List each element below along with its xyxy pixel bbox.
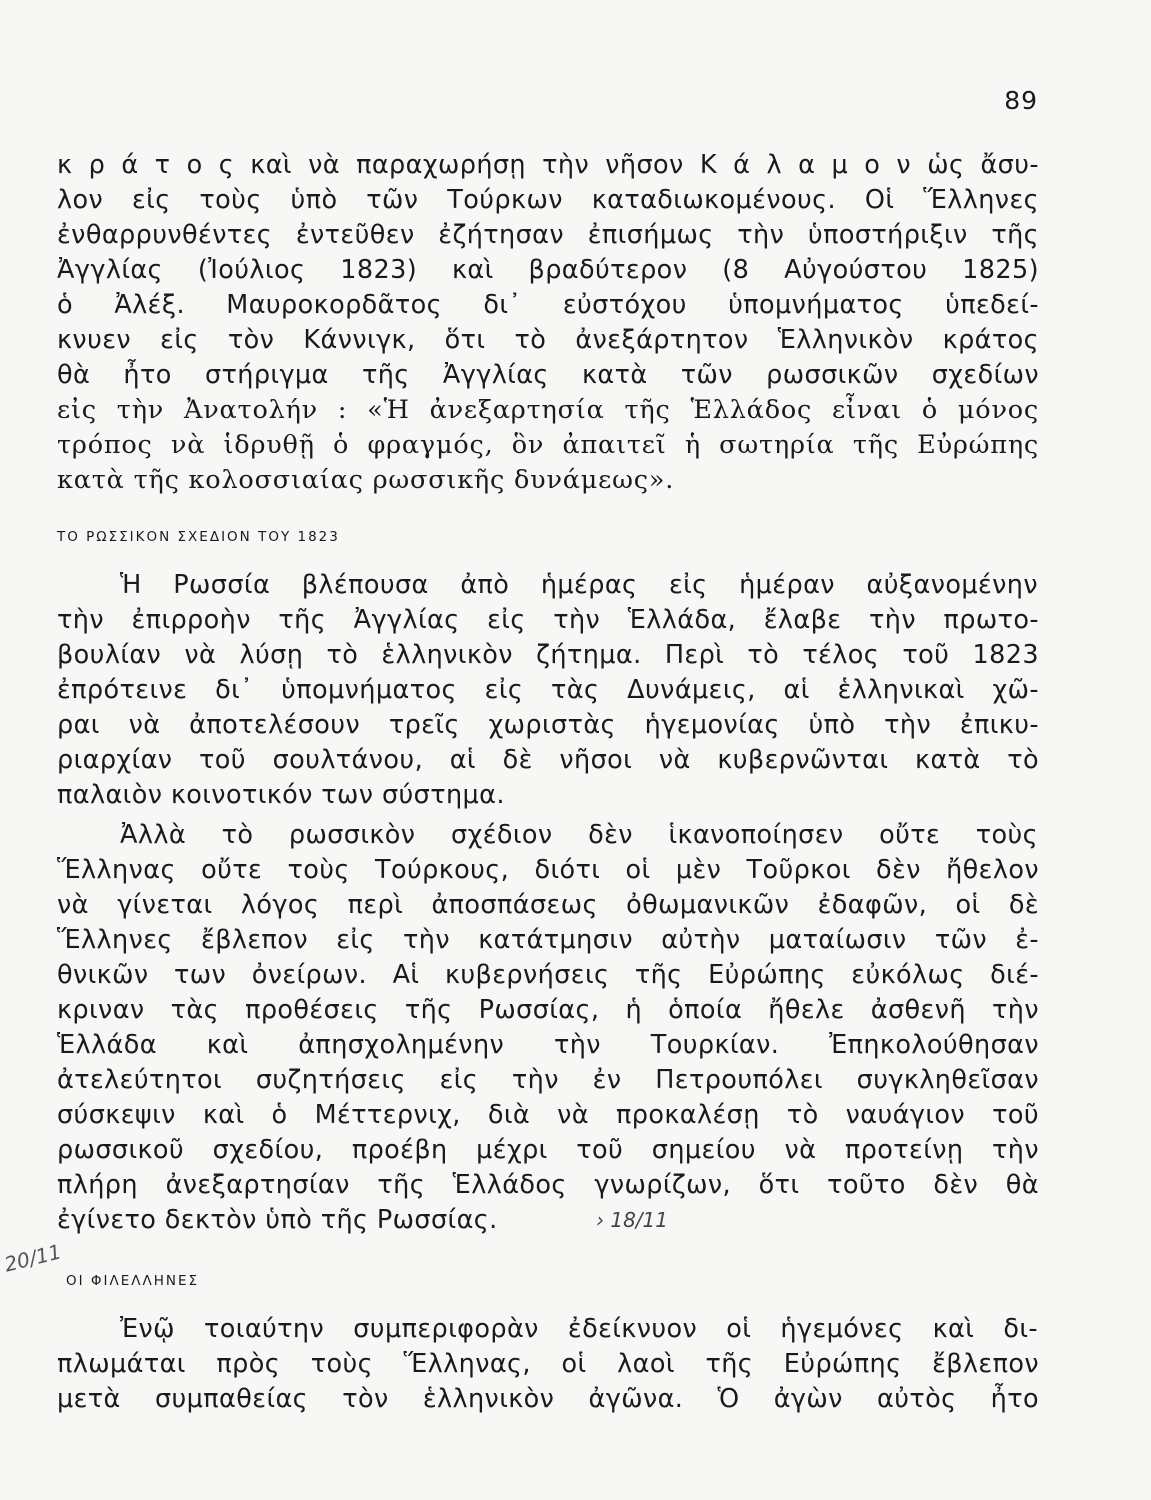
- text-line: Ἡ Ρωσσία βλέπουσα ἀπὸ ἡμέρας εἰς ἡμέραν αὐξανομένην: [120, 570, 1038, 600]
- text-line: νὰ γίνεται λόγος περὶ ἀποσπάσεως ὀθωμανικῶν ἐδαφῶν, οἱ δὲ: [57, 890, 1039, 920]
- text-line: κατὰ τῆς κολοσσιαίας ρωσσικῆς δυνάμεως».: [57, 465, 675, 495]
- section-heading: ΟΙ ΦΙΛΕΛΛΗΝΕΣ: [66, 1273, 200, 1289]
- text-line: Ἑλλάδα καὶ ἀπησχολημένην τὴν Τουρκίαν. Ἐπηκολούθησαν: [57, 1030, 1039, 1060]
- margin-annotation: 20/11: [1, 1239, 64, 1277]
- text-line: θνικῶν των ὀνείρων. Αἱ κυβερνήσεις τῆς Εὐρώπης εὐκόλως διέ-: [57, 960, 1039, 990]
- text-line: λον εἰς τοὺς ὑπὸ τῶν Τούρκων καταδιωκομένους. Οἱ Ἕλληνες: [57, 185, 1039, 215]
- text-line: Ἕλληνες ἔβλεπον εἰς τὴν κατάτμησιν αὐτὴν ματαίωσιν τῶν ἐ-: [57, 925, 1039, 955]
- text-line: ἐγίνετο δεκτὸν ὑπὸ τῆς Ρωσσίας.: [57, 1205, 498, 1235]
- text-line: πλωμάται πρὸς τοὺς Ἕλληνας, οἱ λαοὶ τῆς Εὐρώπης ἔβλεπον: [57, 1349, 1039, 1379]
- text-line: παλαιὸν κοινοτικόν των σύστημα.: [57, 780, 505, 810]
- text-line: ραι νὰ ἀποτελέσουν τρεῖς χωριστὰς ἡγεμονίας ὑπὸ τὴν ἐπικυ-: [57, 710, 1039, 740]
- text-line: μετὰ συμπαθείας τὸν ἑλληνικὸν ἀγῶνα. Ὁ ἀγὼν αὐτὸς ἦτο: [57, 1384, 1039, 1414]
- text-line: εἰς τὴν Ἀνατολήν : «Ἡ ἀνεξαρτησία τῆς Ἑλλάδος εἶναι ὁ μόνος: [57, 395, 1039, 425]
- page-number: 89: [1004, 86, 1038, 115]
- text-line: Ἐνῷ τοιαύτην συμπεριφορὰν ἐδείκνυον οἱ ἡγεμόνες καὶ δι-: [120, 1314, 1038, 1344]
- text-line: σύσκεψιν καὶ ὁ Μέττερνιχ, διὰ νὰ προκαλέσῃ τὸ ναυάγιον τοῦ: [57, 1100, 1039, 1130]
- text-line: κ ρ ά τ ο ς καὶ νὰ παραχωρήσῃ τὴν νῆσον Κ ά λ α μ ο ν ὡς ἄσυ-: [57, 150, 1039, 180]
- text-line: τὴν ἐπιρροὴν τῆς Ἀγγλίας εἰς τὴν Ἑλλάδα, ἔλαβε τὴν πρωτο-: [57, 605, 1039, 635]
- text-line: ἀτελεύτητοι συζητήσεις εἰς τὴν ἐν Πετρουπόλει συγκληθεῖσαν: [57, 1065, 1039, 1095]
- text-line: Ἀλλὰ τὸ ρωσσικὸν σχέδιον δὲν ἱκανοποίησεν οὔτε τοὺς: [120, 820, 1038, 850]
- text-line: βουλίαν νὰ λύσῃ τὸ ἑλληνικὸν ζήτημα. Περὶ τὸ τέλος τοῦ 1823: [57, 640, 1039, 670]
- text-line: κνυεν εἰς τὸν Κάννιγκ, ὅτι τὸ ἀνεξάρτητον Ἑλληνικὸν κράτος: [57, 325, 1039, 355]
- text-line: ριαρχίαν τοῦ σουλτάνου, αἱ δὲ νῆσοι νὰ κυβερνῶνται κατὰ τὸ: [57, 745, 1039, 775]
- text-line: ὁ Ἀλέξ. Μαυροκορδᾶτος δι᾿ εὐστόχου ὑπομνήματος ὑπεδεί-: [57, 290, 1039, 320]
- handwritten-annotation: › 18/11: [596, 1208, 668, 1232]
- text-line: ἐνθαρρυνθέντες ἐντεῦθεν ἐζήτησαν ἐπισήμως τὴν ὑποστήριξιν τῆς: [57, 220, 1039, 250]
- text-line: κριναν τὰς προθέσεις τῆς Ρωσσίας, ἡ ὁποία ἤθελε ἀσθενῆ τὴν: [57, 995, 1039, 1025]
- text-line: ρωσσικοῦ σχεδίου, προέβη μέχρι τοῦ σημείου νὰ προτείνῃ τὴν: [57, 1135, 1039, 1165]
- text-line: Ἀγγλίας (Ἰούλιος 1823) καὶ βραδύτερον (8 Αὐγούστου 1825): [57, 255, 1039, 285]
- text-line: θὰ ἦτο στήριγμα τῆς Ἀγγλίας κατὰ τῶν ρωσσικῶν σχεδίων: [57, 360, 1039, 390]
- text-line: ἐπρότεινε δι᾿ ὑπομνήματος εἰς τὰς Δυνάμεις, αἱ ἑλληνικαὶ χῶ-: [57, 675, 1039, 705]
- text-line: Ἕλληνας οὔτε τοὺς Τούρκους, διότι οἱ μὲν Τοῦρκοι δὲν ἤθελον: [57, 855, 1039, 885]
- section-heading: ΤΟ ΡΩΣΣΙΚΟΝ ΣΧΕΔΙΟΝ ΤΟΥ 1823: [57, 529, 340, 545]
- text-line: τρόπος νὰ ἱδρυθῇ ὁ φραγμός, ὃν ἀπαιτεῖ ἡ σωτηρία τῆς Εὐρώπης: [57, 430, 1039, 460]
- text-line: πλήρη ἀνεξαρτησίαν τῆς Ἑλλάδος γνωρίζων, ὅτι τοῦτο δὲν θὰ: [57, 1170, 1039, 1200]
